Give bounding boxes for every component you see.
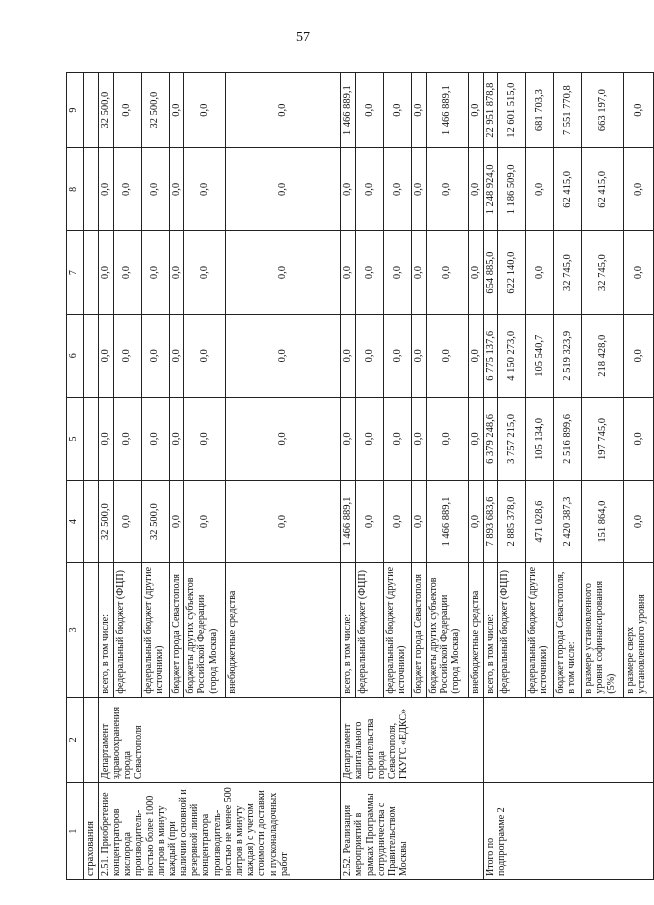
value-cell: 0,0 xyxy=(384,73,412,148)
value-cell: 7 551 770,8 xyxy=(554,73,582,148)
value-cell: 32 745,0 xyxy=(554,231,582,314)
value-cell: 0,0 xyxy=(113,73,141,148)
value-cell: 0,0 xyxy=(113,397,141,480)
value-cell: 1 186 509,0 xyxy=(498,148,526,231)
value-cell: 4 150 273,0 xyxy=(498,314,526,397)
value-cell: 218 428,0 xyxy=(582,314,624,397)
value-cell: 0,0 xyxy=(426,231,468,314)
value-cell: 62 415,0 xyxy=(554,148,582,231)
value-cell: 0,0 xyxy=(226,397,341,480)
value-cell: 654 885,0 xyxy=(483,231,498,314)
value-cell: 0,0 xyxy=(113,231,141,314)
funding-source-cell: бюджет города Севастополя xyxy=(169,563,184,698)
value-cell: 0,0 xyxy=(624,73,654,148)
value-cell: 0,0 xyxy=(412,481,427,563)
rotated-table-frame xyxy=(66,72,648,880)
value-cell: 1 466 889,1 xyxy=(426,73,468,148)
value-cell: 32 500,0 xyxy=(141,481,169,563)
funding-source-cell: бюджеты других субъектов Российской Федерации (город Москва) xyxy=(426,563,468,698)
value-cell: 12 601 515,0 xyxy=(498,73,526,148)
value-cell: 0,0 xyxy=(412,314,427,397)
value-cell: 0,0 xyxy=(468,397,483,480)
value-cell: 32 500,0 xyxy=(98,73,113,148)
value-cell: 0,0 xyxy=(98,314,113,397)
value-cell: 0,0 xyxy=(169,73,184,148)
measure-name-cell: 2.51. Приобретение концентраторов кислорода производитель-ностью более 1000 литров в минуту каждый (при наличии основной и резервной линий концентратора производитель-ностью не менее 500 литров в минуту каждая) с учетом стоимости доставки и пусконаладочных работ xyxy=(98,783,341,880)
value-cell: 2 519 323,9 xyxy=(554,314,582,397)
value-cell: 0,0 xyxy=(624,314,654,397)
value-cell: 0,0 xyxy=(226,314,341,397)
value-cell: 0,0 xyxy=(184,481,226,563)
value-cell: 0,0 xyxy=(341,314,356,397)
col-header: 9 xyxy=(67,73,84,148)
value-cell: 0,0 xyxy=(226,73,341,148)
value-cell: 0,0 xyxy=(624,481,654,563)
continuation-row xyxy=(84,73,99,880)
funding-source-cell: федеральный бюджет (другие источники) xyxy=(141,563,169,698)
value-cell: 2 516 899,6 xyxy=(554,397,582,480)
value-cell: 0,0 xyxy=(624,397,654,480)
continuation-label: страхования xyxy=(84,783,99,880)
value-cell: 0,0 xyxy=(141,314,169,397)
value-cell: 62 415,0 xyxy=(582,148,624,231)
value-cell: 2 420 387,3 xyxy=(554,481,582,563)
value-cell: 0,0 xyxy=(384,314,412,397)
col-header: 1 xyxy=(67,783,84,880)
value-cell: 3 757 215,0 xyxy=(498,397,526,480)
table-row xyxy=(341,73,356,880)
value-cell: 0,0 xyxy=(356,481,384,563)
value-cell: 0,0 xyxy=(426,314,468,397)
funding-source-cell: бюджеты других субъектов Российской Федерации (город Москва) xyxy=(184,563,226,698)
value-cell: 0,0 xyxy=(468,73,483,148)
value-cell: 0,0 xyxy=(468,481,483,563)
value-cell: 0,0 xyxy=(184,397,226,480)
value-cell: 1 248 924,0 xyxy=(483,148,498,231)
value-cell: 0,0 xyxy=(426,148,468,231)
value-cell: 0,0 xyxy=(468,314,483,397)
budget-table xyxy=(66,72,654,880)
value-cell: 0,0 xyxy=(341,148,356,231)
funding-source-cell: федеральный бюджет (ФЦП) xyxy=(113,563,141,698)
funding-source-cell: федеральный бюджет (другие источники) xyxy=(526,563,554,698)
funding-source-cell: всего, в том числе: xyxy=(98,563,113,698)
value-cell: 0,0 xyxy=(624,148,654,231)
value-cell: 1 466 889,1 xyxy=(341,481,356,563)
funding-source-cell: внебюджетные средства xyxy=(226,563,341,698)
executor-cell xyxy=(483,697,654,782)
value-cell: 0,0 xyxy=(113,481,141,563)
measure-name-cell: 2.52. Реализация мероприятий в рамках Программы сотрудничества с Правительством Москвы xyxy=(341,783,483,880)
value-cell: 0,0 xyxy=(141,148,169,231)
value-cell: 0,0 xyxy=(341,397,356,480)
value-cell: 0,0 xyxy=(468,148,483,231)
value-cell: 0,0 xyxy=(412,397,427,480)
value-cell: 0,0 xyxy=(426,397,468,480)
value-cell: 0,0 xyxy=(184,314,226,397)
value-cell: 0,0 xyxy=(141,231,169,314)
value-cell: 681 703,3 xyxy=(526,73,554,148)
value-cell: 0,0 xyxy=(98,397,113,480)
value-cell: 0,0 xyxy=(226,148,341,231)
value-cell: 0,0 xyxy=(384,397,412,480)
value-cell: 0,0 xyxy=(169,397,184,480)
value-cell: 0,0 xyxy=(526,231,554,314)
value-cell: 0,0 xyxy=(356,397,384,480)
value-cell: 6 379 248,6 xyxy=(483,397,498,480)
value-cell: 1 466 889,1 xyxy=(426,481,468,563)
value-cell: 197 745,0 xyxy=(582,397,624,480)
funding-source-cell: всего, в том числе: xyxy=(483,563,498,698)
value-cell: 7 893 683,6 xyxy=(483,481,498,563)
value-cell: 622 140,0 xyxy=(498,231,526,314)
col-header: 7 xyxy=(67,231,84,314)
value-cell: 0,0 xyxy=(356,231,384,314)
col-header: 8 xyxy=(67,148,84,231)
funding-source-cell: федеральный бюджет (ФЦП) xyxy=(356,563,384,698)
value-cell: 0,0 xyxy=(169,481,184,563)
funding-source-cell: федеральный бюджет (другие источники) xyxy=(384,563,412,698)
value-cell: 0,0 xyxy=(113,148,141,231)
col-header: 6 xyxy=(67,314,84,397)
funding-source-cell: всего, в том числе: xyxy=(341,563,356,698)
value-cell: 0,0 xyxy=(169,314,184,397)
value-cell: 0,0 xyxy=(169,231,184,314)
value-cell: 0,0 xyxy=(384,148,412,231)
value-cell: 0,0 xyxy=(412,231,427,314)
value-cell: 2 885 378,0 xyxy=(498,481,526,563)
col-header: 4 xyxy=(67,481,84,563)
funding-source-cell: бюджет города Севастополя, в том числе: xyxy=(554,563,582,698)
value-cell: 0,0 xyxy=(113,314,141,397)
value-cell: 32 500,0 xyxy=(141,73,169,148)
col-header: 3 xyxy=(67,563,84,698)
executor-cell: Департамент здравоохранения города Севастополя xyxy=(98,697,341,782)
value-cell: 0,0 xyxy=(356,314,384,397)
value-cell: 0,0 xyxy=(356,148,384,231)
value-cell: 0,0 xyxy=(356,73,384,148)
value-cell: 471 028,6 xyxy=(526,481,554,563)
value-cell: 0,0 xyxy=(184,73,226,148)
col-header: 2 xyxy=(67,697,84,782)
value-cell: 105 134,0 xyxy=(526,397,554,480)
value-cell: 32 745,0 xyxy=(582,231,624,314)
value-cell: 32 500,0 xyxy=(98,481,113,563)
executor-cell: Департамент капитального строительства города Севастополя, ГКУГС «ЕДКС» xyxy=(341,697,483,782)
value-cell: 0,0 xyxy=(412,73,427,148)
value-cell: 1 466 889,1 xyxy=(341,73,356,148)
funding-source-cell: федеральный бюджет (ФЦП) xyxy=(498,563,526,698)
value-cell: 0,0 xyxy=(526,148,554,231)
value-cell: 22 951 878,8 xyxy=(483,73,498,148)
value-cell: 0,0 xyxy=(169,148,184,231)
value-cell: 0,0 xyxy=(226,231,341,314)
header-row xyxy=(67,73,84,880)
value-cell: 0,0 xyxy=(412,148,427,231)
value-cell: 0,0 xyxy=(468,231,483,314)
value-cell: 0,0 xyxy=(341,231,356,314)
value-cell: 0,0 xyxy=(184,148,226,231)
value-cell: 151 864,0 xyxy=(582,481,624,563)
value-cell: 0,0 xyxy=(98,148,113,231)
value-cell: 0,0 xyxy=(384,481,412,563)
value-cell: 0,0 xyxy=(141,397,169,480)
funding-source-cell: в размере установленного уровня софинансирования (5%) xyxy=(582,563,624,698)
table-row xyxy=(98,73,113,880)
value-cell: 0,0 xyxy=(98,231,113,314)
page-number: 57 xyxy=(296,30,310,45)
col-header: 5 xyxy=(67,397,84,480)
funding-source-cell: внебюджетные средства xyxy=(468,563,483,698)
measure-name-cell: Итого по подпрограмме 2 xyxy=(483,783,654,880)
value-cell: 105 540,7 xyxy=(526,314,554,397)
value-cell: 6 775 137,6 xyxy=(483,314,498,397)
value-cell: 0,0 xyxy=(624,231,654,314)
funding-source-cell: в размере сверх установленного уровня xyxy=(624,563,654,698)
value-cell: 0,0 xyxy=(226,481,341,563)
table-row xyxy=(483,73,498,880)
value-cell: 0,0 xyxy=(184,231,226,314)
value-cell: 0,0 xyxy=(384,231,412,314)
funding-source-cell: бюджет города Севастополя xyxy=(412,563,427,698)
value-cell: 663 197,0 xyxy=(582,73,624,148)
